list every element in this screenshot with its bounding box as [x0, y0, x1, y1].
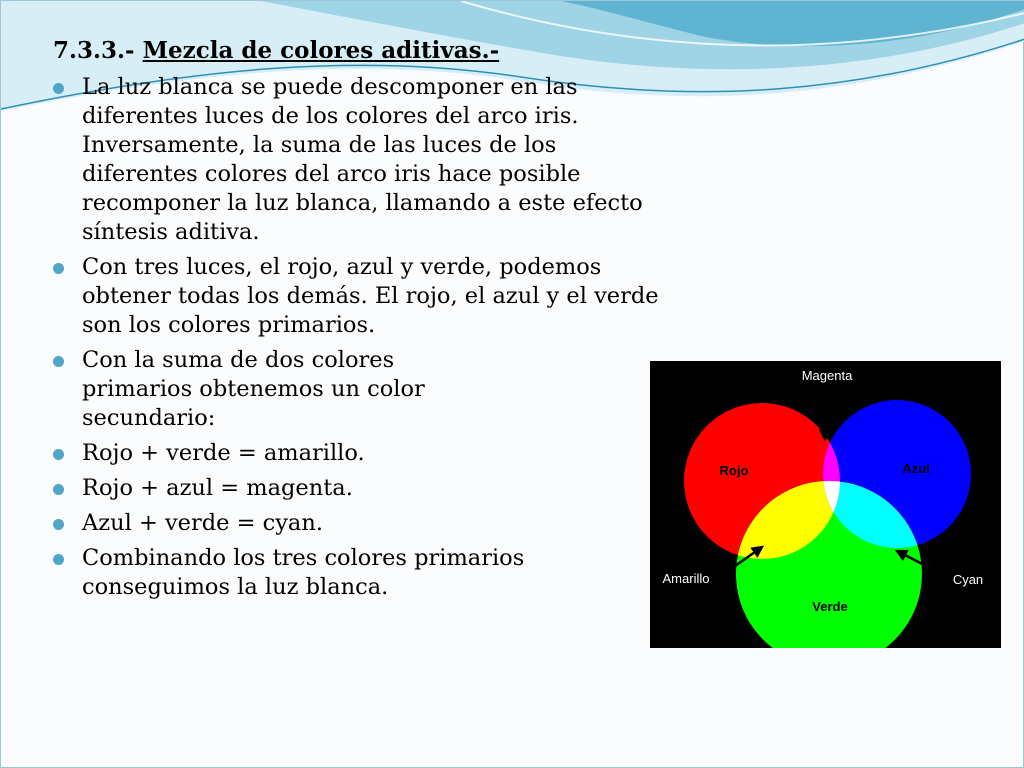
bullet-list: [51, 73, 661, 608]
slide-title: [53, 37, 499, 64]
label-magenta: Magenta: [801, 368, 853, 383]
bullet-dot-icon: [53, 519, 64, 530]
bullet-text: Rojo + azul = magenta.: [82, 475, 353, 501]
bullet-item: [51, 544, 661, 602]
venn-svg: [650, 361, 1001, 648]
label-cyan: Cyan: [952, 572, 984, 587]
bullet-item: [51, 253, 661, 340]
bullet-text: Combinando los tres colores primarios conseguimos la luz blanca.: [82, 545, 525, 600]
bullet-text: Azul + verde = cyan.: [82, 510, 323, 536]
bullet-item: [51, 474, 661, 503]
bullet-dot-icon: [53, 484, 64, 495]
title-suffix: .-: [481, 37, 500, 64]
title-number: 7.3.3.-: [53, 37, 143, 64]
bullet-item: [51, 73, 661, 247]
bullet-item: [51, 509, 661, 538]
additive-color-diagram: [650, 361, 1001, 648]
bullet-dot-icon: [53, 83, 64, 94]
bullet-dot-icon: [53, 263, 64, 274]
bullet-item: [51, 346, 661, 433]
label-amarillo: Amarillo: [662, 571, 710, 586]
bullet-dot-icon: [53, 356, 64, 367]
bullet-text: La luz blanca se puede descomponer en las diferentes luces de los colores del arco iris. Inversamente, la suma de las luces de los diferentes colores del arco iris hace posible recomponer la luz blanca, llamando a este efecto síntesis aditiva.: [82, 74, 643, 245]
bullet-text: Con la suma de dos colores primarios obtenemos un color secundario:: [82, 347, 425, 431]
title-text: Mezcla de colores aditivas: [142, 37, 482, 64]
bullet-dot-icon: [53, 449, 64, 460]
bullet-dot-icon: [53, 554, 64, 565]
bullet-item: [51, 439, 661, 468]
label-verde: Verde: [812, 599, 848, 614]
bullet-text: Rojo + verde = amarillo.: [82, 440, 365, 466]
bullet-text: Con tres luces, el rojo, azul y verde, podemos obtener todas los demás. El rojo, el azul y el verde son los colores primarios.: [82, 254, 659, 338]
label-azul: Azul: [902, 461, 930, 476]
label-rojo: Rojo: [719, 463, 749, 478]
